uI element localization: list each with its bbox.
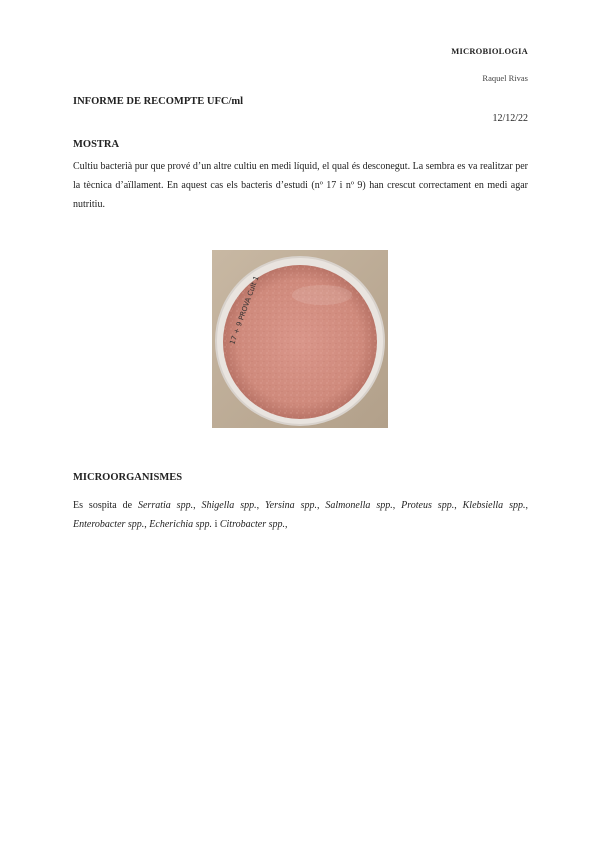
mostra-paragraph: Cultiu bacterià pur que prové d’un altre cultiu en medi líquid, el qual és desconegut. La sembra es va realitzar per la tècnica d’aïllament. En aquest cas els bacteris d’estudi (nº 17 i nº 9) han crescut correctament en medi agar nutritiu.	[73, 161, 528, 210]
organism-name: Shigella spp.	[201, 500, 257, 511]
petri-dish-photo	[212, 250, 388, 428]
organism-separator: ,	[285, 519, 288, 530]
report-date: 12/12/22	[492, 113, 528, 124]
organism-name: Serratia spp.	[137, 500, 194, 511]
organism-separator: i	[212, 519, 220, 530]
light-reflection	[292, 285, 352, 305]
plate-label: 17 + 9 PROVA Cult 1	[228, 274, 261, 346]
organism-name: Klebsiella spp.	[462, 500, 526, 511]
microorganismes-intro: Es sospita de	[73, 500, 138, 511]
report-title: INFORME DE RECOMPTE UFC/ml	[73, 96, 244, 107]
organism-name: Citrobacter spp.	[219, 519, 286, 530]
agar-texture	[223, 265, 377, 419]
organism-separator: ,	[525, 500, 528, 511]
organism-name: Echerichia spp.	[149, 519, 213, 530]
organism-name: Proteus spp.	[401, 500, 455, 511]
header-author: Raquel Rivas	[482, 73, 528, 83]
section-heading-mostra: MOSTRA	[73, 139, 120, 150]
organism-name: Yersina spp.	[265, 500, 317, 511]
microorganismes-paragraph	[73, 496, 528, 534]
organism-separator: ,	[316, 500, 326, 511]
organism-name: Enterobacter spp.	[73, 519, 145, 530]
organism-separator: ,	[193, 500, 202, 511]
organism-separator: ,	[392, 500, 402, 511]
petri-dish-illustration	[212, 250, 388, 428]
organism-separator: ,	[454, 500, 463, 511]
organism-list	[73, 500, 528, 530]
organism-separator: ,	[256, 500, 266, 511]
organism-name: Salmonella spp.	[325, 500, 393, 511]
section-heading-microorganismes: MICROORGANISMES	[73, 472, 183, 483]
header-subject: MICROBIOLOGIA	[451, 46, 528, 56]
organism-separator: ,	[144, 519, 150, 530]
